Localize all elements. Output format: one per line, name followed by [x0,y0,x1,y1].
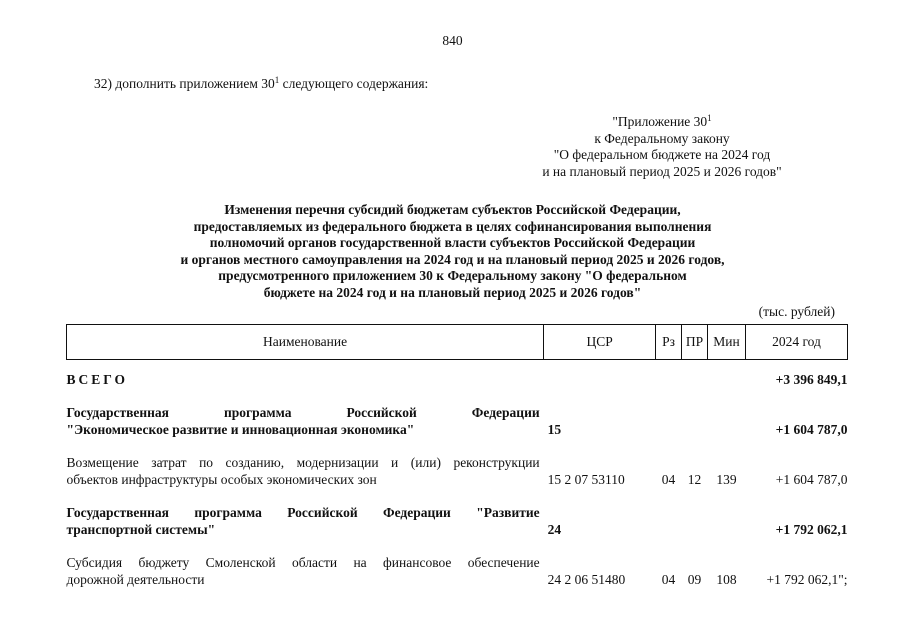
header-min: Мин [708,325,746,360]
title-line: Изменения перечня субсидий бюджетам субъектов Российской Федерации, [224,202,681,217]
row-name [67,388,544,438]
row-value: +1 792 062,1"; [766,572,848,587]
table-row [67,538,848,588]
appendix-header [512,110,812,180]
intro-paragraph [94,75,428,92]
intro-text-after: следующего содержания: [279,76,429,91]
row-csr: 15 2 07 53110 [547,472,625,487]
intro-superscript: 1 [274,75,280,85]
header-name: Наименование [67,325,544,360]
row-csr: 24 2 06 51480 [547,572,626,587]
header-rz: Рз [656,325,682,360]
row-rz: 04 [661,472,676,487]
page-number: 840 [442,33,463,48]
title-line: предоставляемых из федерального бюджета в целях софинансирования выполнения [193,218,712,234]
total-value: +3 396 849,1 [775,372,848,387]
row-value: +1 604 787,0 [775,472,848,487]
appendix-line-4: и на плановый период 2025 и 2026 годов" [542,163,782,179]
row-name-line-2: "Экономическое развитие и инновационная экономика" [66,422,415,437]
table-row [67,438,848,488]
row-name [67,438,544,488]
table-row [67,388,848,438]
row-pr: 09 [687,572,702,587]
header-year: 2024 год [746,325,848,360]
row-csr: 15 [547,422,562,437]
total-label: ВСЕГО [66,372,129,387]
row-csr: 24 [547,522,562,537]
title-line: предусмотренного приложением 30 к Федеральному закону "О федеральном [218,268,687,283]
row-rz: 04 [661,572,676,587]
row-name [67,488,544,538]
appendix-superscript: 1 [707,113,712,123]
row-min: 108 [716,572,737,587]
table-header-row [67,325,848,360]
header-pr: ПР [682,325,708,360]
row-name-line-2: транспортной системы" [66,522,216,537]
row-min: 139 [716,472,737,487]
row-name-line-1: Возмещение затрат по созданию, модернизации и (или) реконструкции [66,455,540,470]
units-label: (тыс. рублей) [758,304,835,319]
title-line: бюджете на 2024 год и на плановый период 2025 и 2026 годов" [263,284,642,300]
title-line: полномочий органов государственной власти субъектов Российской Федерации [209,235,696,250]
row-name-line-1: Субсидия бюджету Смоленской области на финансовое обеспечение [66,555,540,570]
total-row [67,360,848,389]
row-pr: 12 [687,472,702,487]
subsidies-table [66,324,848,588]
row-rz [656,388,682,438]
row-name-line-2: объектов инфраструктуры особых экономических зон [66,472,377,487]
header-csr: ЦСР [544,325,656,360]
row-value: +1 604 787,0 [775,422,848,437]
table-row [67,488,848,538]
row-pr [682,388,708,438]
appendix-line-1-text: "Приложение 30 [612,114,708,129]
appendix-line-2: к Федеральному закону [594,130,730,146]
row-min [708,488,746,538]
title-line: и органов местного самоуправления на 2024 год и на плановый период 2025 и 2026 годов, [180,251,725,267]
row-name-line-2: дорожной деятельности [66,572,205,587]
intro-text: 32) дополнить приложением 30 [94,76,275,91]
row-name-line-1: Государственная программа Российской Федерации "Развитие [66,505,540,520]
row-rz [656,488,682,538]
row-name [67,538,544,588]
appendix-line-3: "О федеральном бюджете на 2024 год [553,147,771,162]
row-pr [682,488,708,538]
appendix-line-1 [512,110,812,131]
row-name-line-1: Государственная программа Российской Федерации [66,405,540,420]
row-min [708,388,746,438]
row-value: +1 792 062,1 [775,522,848,537]
document-title [0,202,905,301]
